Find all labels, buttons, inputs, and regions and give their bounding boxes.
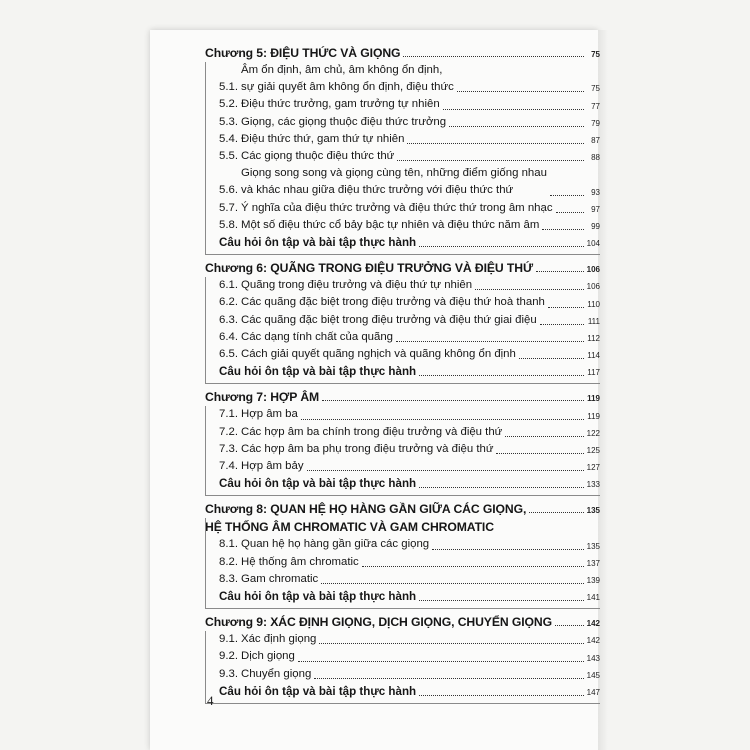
toc-entry (205, 424, 600, 441)
entry-page-number: 87 (591, 136, 600, 146)
entry-number: 8.3. (219, 572, 238, 585)
entry-number: 5.4. (219, 132, 238, 145)
dot-leader (496, 452, 584, 454)
entry-title: Giọng, các giọng thuộc điệu thức trưởng (241, 115, 447, 128)
review-title: Câu hỏi ôn tập và bài tập thực hành (219, 477, 417, 491)
entry-page-number: 125 (586, 446, 600, 456)
chapter-title: Chương 8: QUAN HỆ HỌ HÀNG GẦN GIỮA CÁC GIỌNG, HỆ THỐNG ÂM CHROMATIC VÀ GAM CHROMATIC (205, 502, 527, 535)
toc-entry (205, 329, 600, 346)
dot-leader (396, 340, 584, 342)
dot-leader (555, 624, 584, 626)
entry-number: 6.4. (219, 330, 238, 343)
dot-leader (419, 374, 584, 376)
chapter-title: Chương 7: HỢP ÂM (205, 390, 320, 405)
entry-number: 6.3. (219, 313, 238, 326)
dot-leader (301, 418, 584, 420)
review-title: Câu hỏi ôn tập và bài tập thực hành (219, 236, 417, 250)
entry-list (205, 631, 600, 700)
entry-number: 8.1. (219, 538, 238, 551)
entry-number: 7.2. (219, 425, 238, 438)
entry-page-number: 111 (587, 316, 600, 326)
dot-leader (314, 677, 584, 679)
toc-entry (205, 312, 600, 329)
entry-page-number: 114 (587, 351, 600, 361)
entry-number: 5.3. (219, 115, 238, 128)
dot-leader (362, 565, 584, 567)
toc-entry (205, 114, 600, 131)
entry-page-number: 106 (586, 282, 600, 292)
review-page-number: 117 (587, 368, 600, 378)
entry-title: Các giọng thuộc điệu thức thứ (241, 150, 395, 163)
chapter-box-left-border (205, 518, 206, 609)
chapter-box-left-border (205, 62, 206, 255)
toc-entry (205, 346, 600, 363)
entry-page-number: 145 (586, 670, 600, 680)
toc-entry (205, 165, 600, 199)
toc-entry (205, 406, 600, 423)
entry-title: Gam chromatic (241, 572, 319, 585)
dot-leader (457, 90, 584, 92)
toc-entry (205, 96, 600, 113)
chapter-title: Chương 5: ĐIỆU THỨC VÀ GIỌNG (205, 46, 401, 60)
entry-title: Quan hệ họ hàng gần giữa các giọng (241, 538, 430, 551)
toc-entry (205, 631, 600, 648)
chapter-section (205, 500, 600, 605)
entry-page-number: 139 (586, 576, 600, 586)
toc-entry (205, 200, 600, 217)
dot-leader (505, 435, 584, 437)
dot-leader (419, 694, 584, 696)
entry-title: Các dạng tính chất của quãng (241, 330, 393, 343)
entry-page-number: 99 (591, 222, 600, 232)
toc-entry (205, 666, 600, 683)
chapter-section (205, 613, 600, 700)
entry-number: 6.2. (219, 296, 238, 309)
toc-entry (205, 554, 600, 571)
dot-leader (321, 582, 584, 584)
review-title: Câu hỏi ôn tập và bài tập thực hành (219, 684, 417, 698)
chapter-heading (205, 388, 600, 406)
review-title: Câu hỏi ôn tập và bài tập thực hành (219, 365, 417, 379)
chapter-page-number: 135 (586, 506, 600, 516)
entry-title: Hệ thống âm chromatic (241, 555, 359, 568)
toc-entry (205, 441, 600, 458)
entry-title: Các quãng đặc biệt trong điệu trưởng và điệu thứ giai điệu (241, 313, 537, 326)
dot-leader (540, 323, 584, 325)
dot-leader (519, 357, 584, 359)
entry-list (205, 62, 600, 251)
entry-title: Giọng song song và giọng cùng tên, những điểm giống nhau và khác nhau giữa điệu thức trưởng với điệu thức thứ (241, 167, 547, 197)
dot-leader (556, 211, 584, 213)
entry-title: Điệu thức thứ, gam thứ tự nhiên (241, 132, 405, 145)
review-entry (205, 588, 600, 605)
chapter-page-number: 75 (591, 50, 600, 59)
entry-title: Xác định giọng (241, 633, 317, 646)
chapter-heading (205, 44, 600, 62)
dot-leader (419, 486, 584, 488)
entry-number: 5.8. (219, 218, 238, 231)
review-page-number: 141 (586, 593, 600, 603)
entry-number: 6.5. (219, 348, 238, 361)
chapter-section (205, 44, 600, 251)
entry-title: Các hợp âm ba phụ trong điệu trưởng và điệu thứ (241, 442, 494, 455)
entry-list (205, 277, 600, 380)
dot-leader (419, 245, 584, 247)
review-entry (205, 475, 600, 492)
chapter-section (205, 259, 600, 380)
toc-entry (205, 277, 600, 294)
chapter-heading (205, 613, 600, 631)
dot-leader (307, 469, 584, 471)
chapter-box-left-border (205, 631, 206, 704)
chapter-title: Chương 9: XÁC ĐỊNH GIỌNG, DỊCH GIỌNG, CHUYỂN GIỌNG (205, 615, 552, 630)
entry-title: Dịch giọng (241, 650, 295, 663)
toc-entry (205, 294, 600, 311)
review-entry (205, 363, 600, 380)
chapter-box-bottom-border (205, 703, 600, 704)
entry-number: 9.1. (219, 633, 238, 646)
entry-page-number: 79 (591, 118, 600, 128)
entry-page-number: 97 (591, 204, 600, 214)
chapter-heading (205, 259, 600, 277)
entry-number: 5.5. (219, 150, 238, 163)
entry-number: 5.2. (219, 98, 238, 111)
dot-leader (407, 142, 584, 144)
dot-leader (529, 511, 584, 513)
entry-number: 7.3. (219, 442, 238, 455)
entry-title: Các hợp âm ba chính trong điệu trưởng và điệu thứ (241, 425, 503, 438)
dot-leader (319, 642, 584, 644)
dot-leader (536, 270, 584, 272)
toc-entry (205, 458, 600, 475)
dot-leader (419, 599, 584, 601)
entry-page-number: 135 (586, 541, 600, 551)
entry-title: Cách giải quyết quãng nghịch và quãng không ổn định (241, 348, 516, 361)
chapter-page-number: 106 (586, 265, 600, 275)
chapter-section (205, 388, 600, 492)
entry-page-number: 142 (586, 636, 600, 646)
entry-number: 5.6. (219, 184, 238, 197)
chapter-box-bottom-border (205, 495, 600, 496)
dot-leader (542, 228, 584, 230)
chapter-box-bottom-border (205, 254, 600, 255)
dot-leader (403, 55, 584, 57)
dot-leader (548, 306, 584, 308)
review-entry (205, 683, 600, 700)
toc-entry (205, 62, 600, 96)
entry-title: Điệu thức trưởng, gam trưởng tự nhiên (241, 98, 440, 111)
entry-title: Quãng trong điệu trưởng và điệu thứ tự nhiên (241, 279, 473, 292)
entry-title: Hợp âm bảy (241, 460, 304, 473)
review-page-number: 147 (586, 688, 600, 698)
toc-entry (205, 571, 600, 588)
entry-number: 9.2. (219, 650, 238, 663)
entry-page-number: 75 (591, 84, 600, 94)
review-page-number: 104 (586, 239, 600, 249)
chapter-box-left-border (205, 277, 206, 384)
chapter-page-number: 142 (586, 619, 600, 629)
toc-entry (205, 131, 600, 148)
entry-title: Âm ổn định, âm chủ, âm không ổn định, sự giải quyết âm không ổn định, điệu thức (241, 64, 454, 94)
entry-number: 5.1. (219, 81, 238, 94)
entry-number: 7.1. (219, 408, 238, 421)
dot-leader (475, 288, 584, 290)
entry-page-number: 112 (587, 334, 600, 344)
chapter-title: Chương 6: QUÃNG TRONG ĐIỆU TRƯỞNG VÀ ĐIỆU THỨ (205, 261, 533, 276)
toc-entry (205, 536, 600, 553)
entry-page-number: 143 (586, 653, 600, 663)
table-of-contents (205, 44, 600, 700)
page-number: 4 (207, 693, 214, 708)
entry-page-number: 93 (591, 187, 600, 197)
entry-page-number: 77 (591, 101, 600, 111)
entry-number: 8.2. (219, 555, 238, 568)
dot-leader (432, 548, 584, 550)
entry-page-number: 119 (587, 411, 600, 421)
entry-title: Ý nghĩa của điệu thức trưởng và điệu thức thứ trong âm nhạc (241, 201, 553, 214)
dot-leader (322, 399, 584, 401)
entry-page-number: 127 (586, 463, 600, 473)
chapter-heading (205, 500, 600, 536)
entry-page-number: 137 (586, 558, 600, 568)
entry-number: 7.4. (219, 460, 238, 473)
chapter-page-number: 119 (587, 394, 600, 404)
dot-leader (550, 194, 584, 196)
dot-leader (397, 159, 584, 161)
review-page-number: 133 (586, 480, 600, 490)
review-title: Câu hỏi ôn tập và bài tập thực hành (219, 590, 417, 604)
dot-leader (449, 125, 584, 127)
entry-list (205, 536, 600, 605)
toc-entry (205, 648, 600, 665)
entry-list (205, 406, 600, 492)
chapter-box-bottom-border (205, 608, 600, 609)
entry-number: 9.3. (219, 667, 238, 680)
entry-number: 6.1. (219, 279, 238, 292)
chapter-box-left-border (205, 406, 206, 496)
entry-title: Một số điệu thức cổ bảy bậc tự nhiên và điệu thức năm âm (241, 218, 540, 231)
dot-leader (298, 660, 584, 662)
toc-entry (205, 148, 600, 165)
entry-number: 5.7. (219, 201, 238, 214)
entry-page-number: 88 (591, 153, 600, 163)
entry-page-number: 122 (586, 428, 600, 438)
review-entry (205, 234, 600, 251)
entry-title: Các quãng đặc biệt trong điệu trưởng và điệu thứ hoà thanh (241, 296, 545, 309)
entry-title: Chuyển giọng (241, 667, 312, 680)
entry-title: Hợp âm ba (241, 408, 298, 421)
entry-page-number: 110 (587, 299, 600, 309)
chapter-box-bottom-border (205, 383, 600, 384)
dot-leader (443, 108, 584, 110)
toc-entry (205, 217, 600, 234)
